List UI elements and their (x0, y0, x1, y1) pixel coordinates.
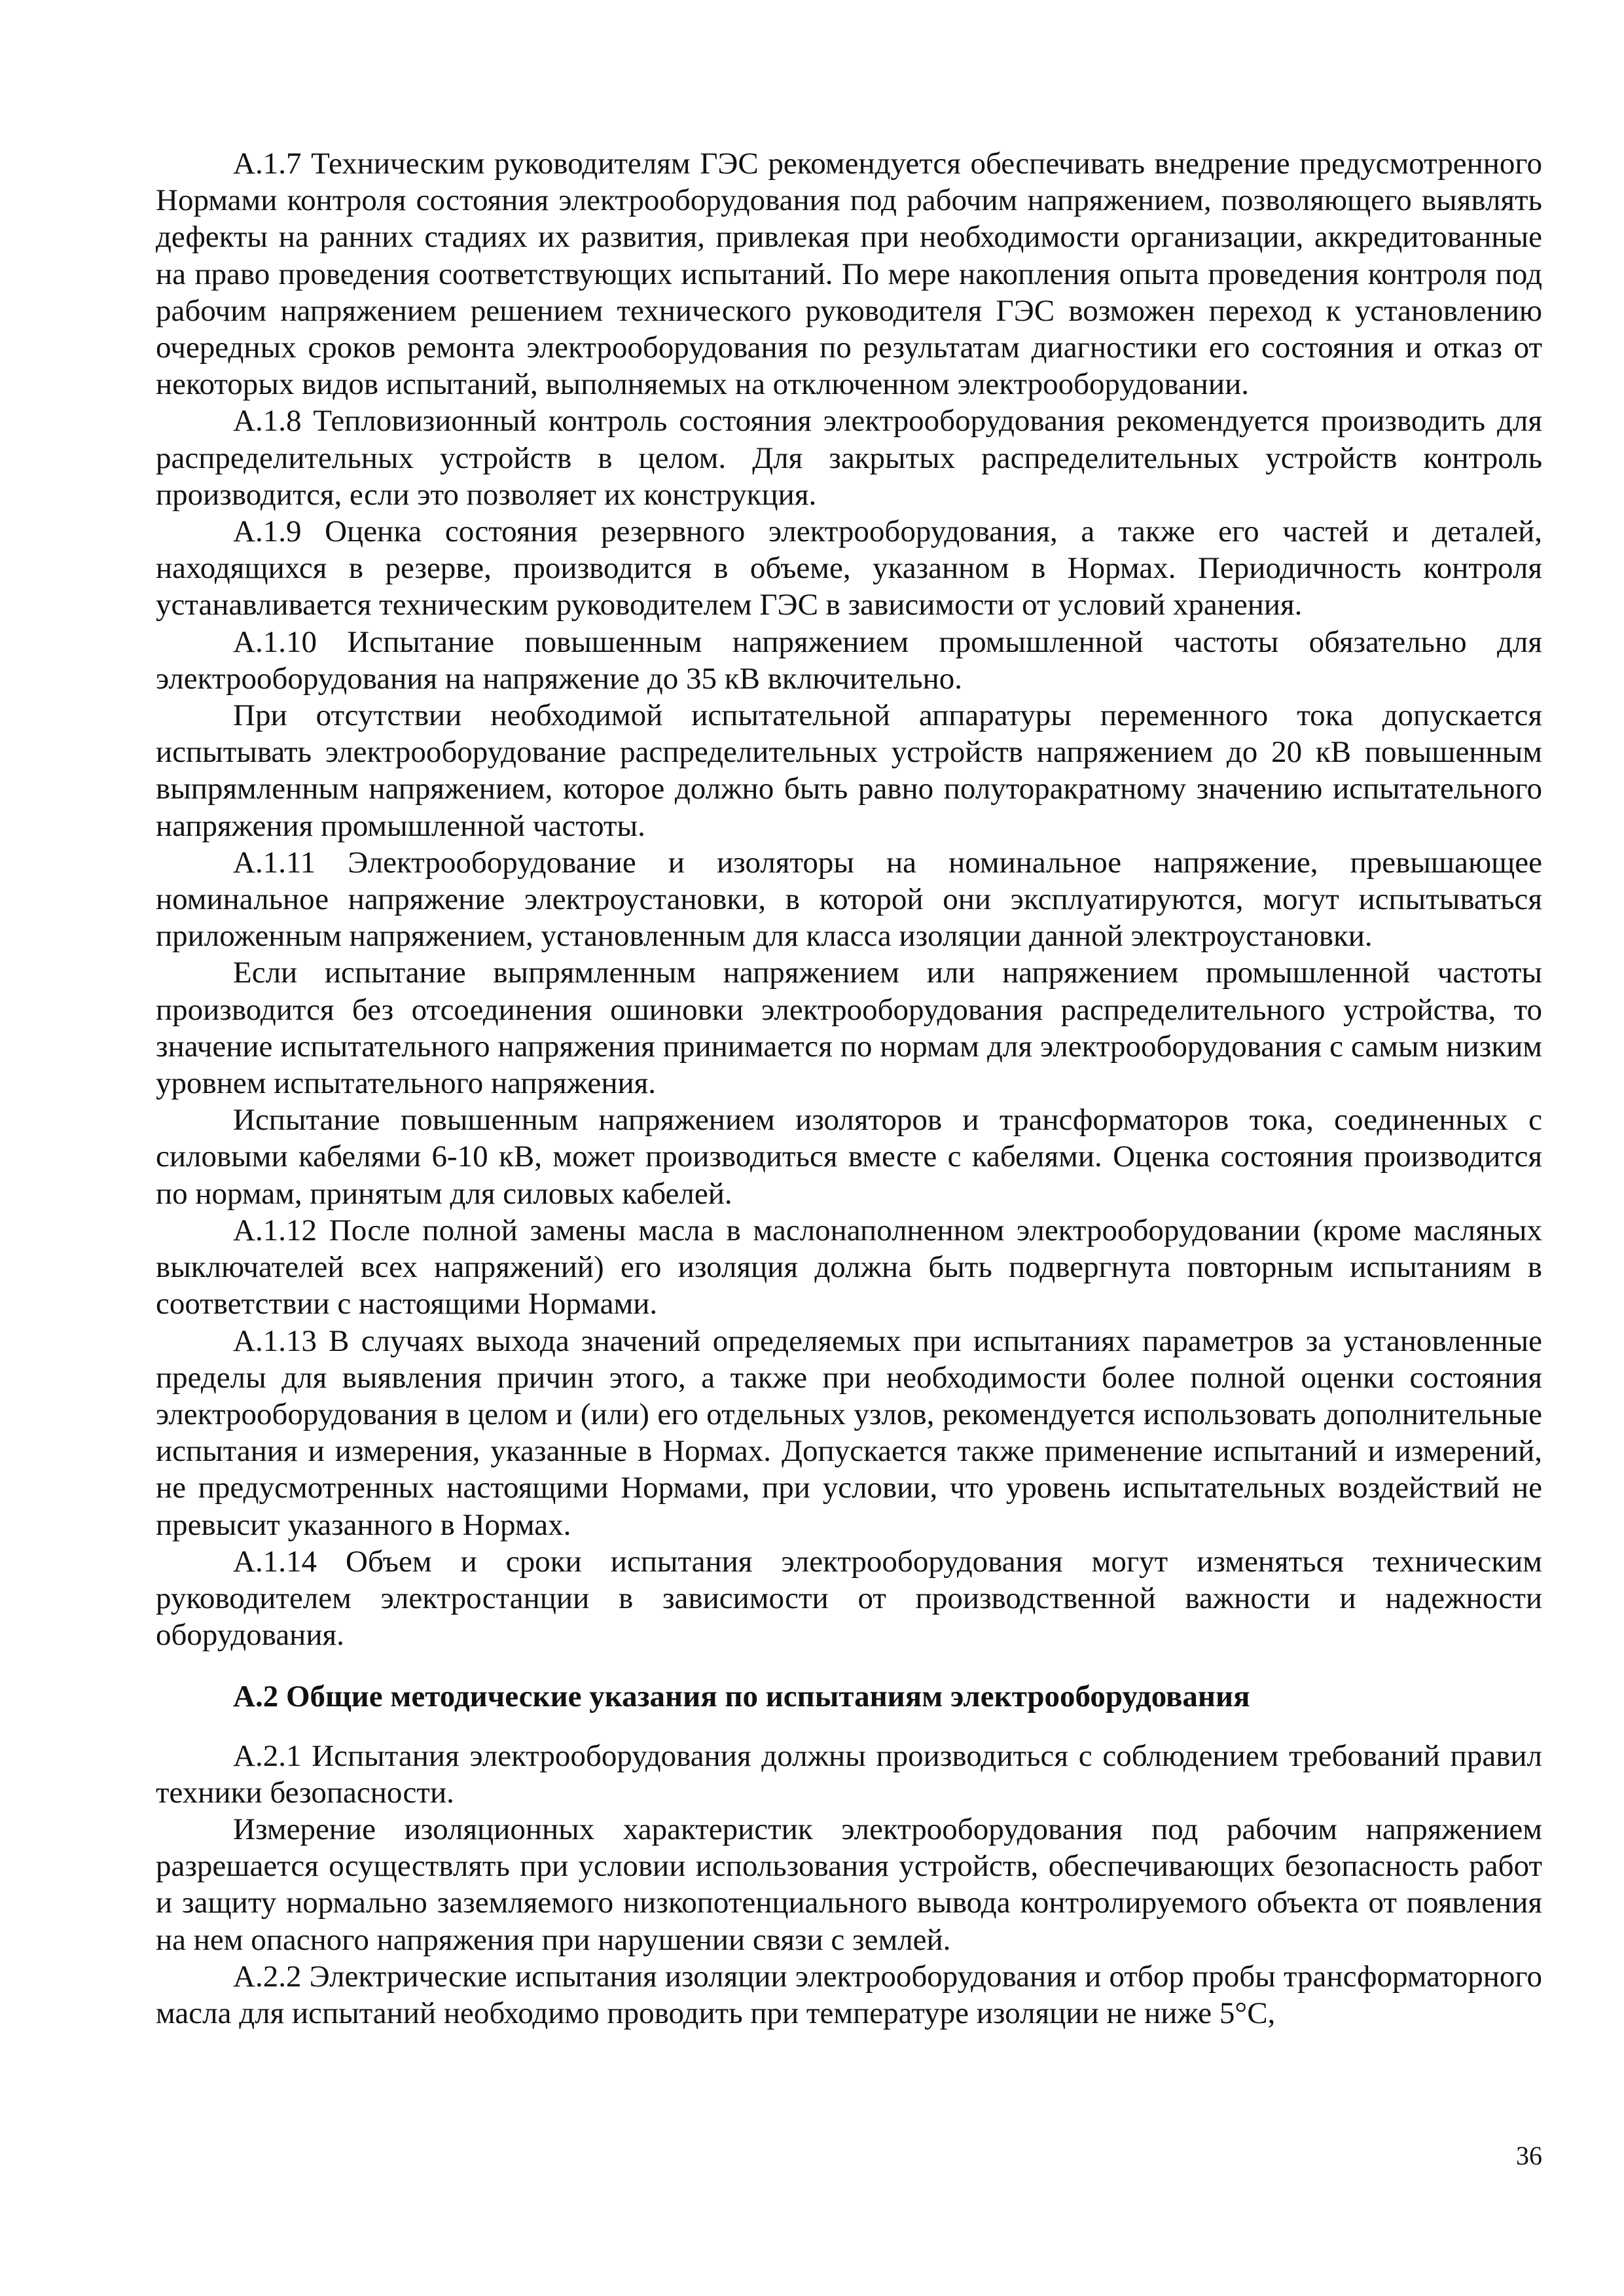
paragraph-a-2-2: А.2.2 Электрические испытания изоляции электрооборудования и отбор пробы трансформаторного масла для испытаний необходимо проводить при температуре изоляции не ниже 5°C, (156, 1959, 1542, 2030)
paragraph-insulator-cable-test: Испытание повышенным напряжением изоляторов и трансформаторов тока, соединенных с силовыми кабелями 6-10 кВ, может производиться вместе с кабелями. Оценка состояния производится по нормам, принятым для силовых кабелей. (156, 1103, 1542, 1211)
paragraph-a-1-14: А.1.14 Объем и сроки испытания электрооборудования могут изменяться техническим руководителем электростанции в зависимости от производственной важности и надежности оборудования. (156, 1544, 1542, 1653)
paragraph-a-1-10: А.1.10 Испытание повышенным напряжением промышленной частоты обязательно для электрооборудования на напряжение до 35 кВ включительно. (156, 624, 1542, 696)
paragraph-dc-test-allowance: При отсутствии необходимой испытательной аппаратуры переменного тока допускается испытывать электрооборудование распределительных устройств напряжением до 20 кВ повышенным выпрямленным напряжением, которое должно быть равно полуторакратному значению испытательного напряжения промышленной частоты. (156, 698, 1542, 843)
paragraph-a-1-9: А.1.9 Оценка состояния резервного электрооборудования, а также его частей и деталей, находящихся в резерве, производится в объеме, указанном в Нормах. Периодичность контроля устанавливается техническим руководителем ГЭС в зависимости от условий хранения. (156, 514, 1542, 622)
page-number: 36 (1516, 2141, 1542, 2170)
paragraph-a-1-7: А.1.7 Техническим руководителям ГЭС рекомендуется обеспечивать внедрение предусмотренного Нормами контроля состояния электрооборудования под рабочим напряжением, позволяющего выявлять дефекты на ранних стадиях их развития, привлекая при необходимости организации, аккредитованные на право проведения соответствующих испытаний. По мере накопления опыта проведения контроля под рабочим напряжением решением технического руководителя ГЭС возможен переход к установлению очередных сроков ремонта электрооборудования по результатам диагностики его состояния и отказ от некоторых видов испытаний, выполняемых на отключенном электрооборудовании. (156, 147, 1542, 402)
paragraph-busbar-test: Если испытание выпрямленным напряжением или напряжением промышленной частоты производится без отсоединения ошиновки электрооборудования распределительного устройства, то значение испытательного напряжения принимается по нормам для электрооборудования с самым низким уровнем испытательного напряжения. (156, 956, 1542, 1101)
paragraph-live-measurement: Измерение изоляционных характеристик электрооборудования под рабочим напряжением разрешается осуществлять при условии использования устройств, обеспечивающих безопасность работ и защиту нормально заземляемого низкопотенциального вывода контролируемого объекта от появления на нем опасного напряжения при нарушении связи с землей. (156, 1812, 1542, 1957)
section-heading-a-2: А.2 Общие методические указания по испытаниям электрооборудования (233, 1679, 1250, 1714)
paragraph-a-2-1: А.2.1 Испытания электрооборудования должны производиться с соблюдением требований правил техники безопасности. (156, 1738, 1542, 1810)
paragraph-a-1-13: А.1.13 В случаях выхода значений определяемых при испытаниях параметров за установленные пределы для выявления причин этого, а также при необходимости более полной оценки состояния электрооборудования в целом и (или) его отдельных узлов, рекомендуется использовать дополнительные испытания и измерения, указанные в Нормах. Допускается также применение испытаний и измерений, не предусмотренных настоящими Нормами, при условии, что уровень испытательных воздействий не превысит указанного в Нормах. (156, 1323, 1542, 1542)
paragraph-a-1-8: А.1.8 Тепловизионный контроль состояния электрооборудования рекомендуется производить для распределительных устройств в целом. Для закрытых распределительных устройств контроль производится, если это позволяет их конструкция. (156, 404, 1542, 512)
paragraph-a-1-12: А.1.12 После полной замены масла в маслонаполненном электрооборудовании (кроме масляных выключателей всех напряжений) его изоляция должна быть подвергнута повторным испытаниям в соответствии с настоящими Нормами. (156, 1213, 1542, 1321)
paragraph-a-1-11: А.1.11 Электрооборудование и изоляторы на номинальное напряжение, превышающее номинальное напряжение электроустановки, в которой они эксплуатируются, могут испытываться приложенным напряжением, установленным для класса изоляции данной электроустановки. (156, 845, 1542, 954)
page-body (156, 145, 1542, 2032)
